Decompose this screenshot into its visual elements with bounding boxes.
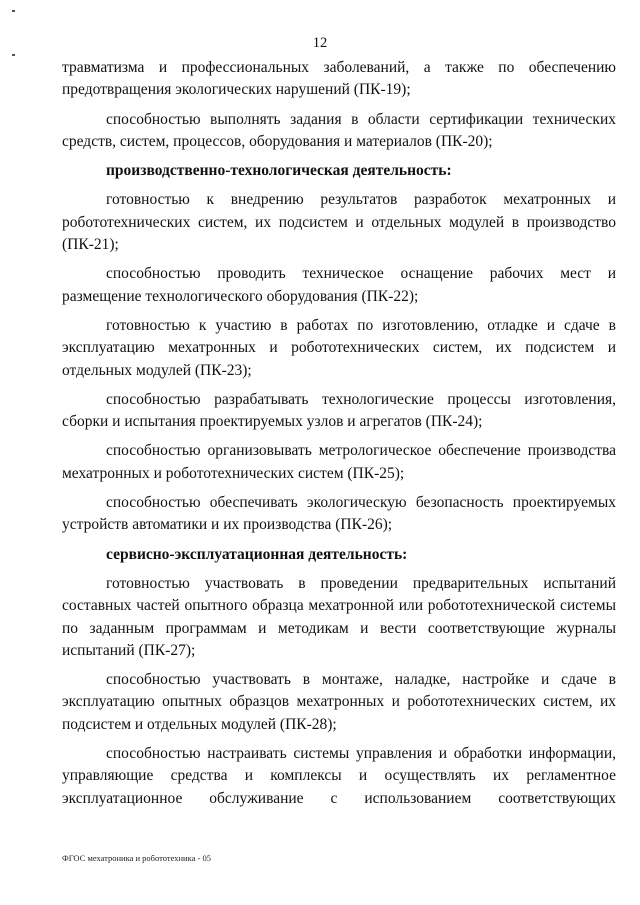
paragraph: травматизма и профессиональных заболеваний, а также по обеспечению предотвращения экологических нарушений (ПК-19);	[62, 59, 616, 99]
paragraph: способностью выполнять задания в области сертификации технических средств, систем, процессов, оборудования и материалов (ПК-20);	[62, 110, 616, 150]
paragraph: способностью разрабатывать технологические процессы изготовления, сборки и испытания проектируемых узлов и агрегатов (ПК-24);	[62, 390, 616, 431]
scan-mark	[12, 54, 15, 56]
section-heading: производственно-технологическая деятельность:	[106, 162, 452, 180]
section-heading: сервисно-эксплуатационная деятельность:	[106, 545, 408, 563]
paragraph: готовностью к внедрению результатов разработок мехатронных и робототехнических систем, их подсистем и отдельных модулей в производство (ПК-21);	[62, 191, 616, 254]
page-number: 12	[312, 35, 328, 51]
scan-mark	[12, 10, 15, 12]
paragraph: готовностью участвовать в проведении предварительных испытаний составных частей опытного образца мехатронной или робототехнической системы по заданным программам и методикам и вести соответствующие журналы испытаний (ПК-27);	[62, 574, 616, 659]
document-body	[62, 57, 616, 817]
paragraph: способностью обеспечивать экологическую безопасность проектируемых устройств автоматики и их производства (ПК-26);	[62, 494, 616, 534]
page-footer: ФГОС мехатроника и робототехника - 05	[62, 853, 211, 863]
paragraph: готовностью к участию в работах по изготовлению, отладке и сдаче в эксплуатацию мехатронных и робототехнических систем, их подсистем и отдельных модулей (ПК-23);	[62, 316, 616, 379]
paragraph: способностью участвовать в монтаже, наладке, настройке и сдаче в эксплуатацию опытных образцов мехатронных и робототехнических систем, их подсистем и отдельных модулей (ПК-28);	[62, 671, 616, 733]
paragraph: способностью настраивать системы управления и обработки информации, управляющие средства и комплексы и осуществлять их регламентное эксплуатационное обслуживание с использованием соответствующих	[62, 745, 616, 807]
paragraph: способностью проводить техническое оснащение рабочих мест и размещение технологического оборудования (ПК-22);	[62, 265, 616, 305]
paragraph: способностью организовывать метрологическое обеспечение производства мехатронных и робототехнических систем (ПК-25);	[62, 442, 616, 482]
